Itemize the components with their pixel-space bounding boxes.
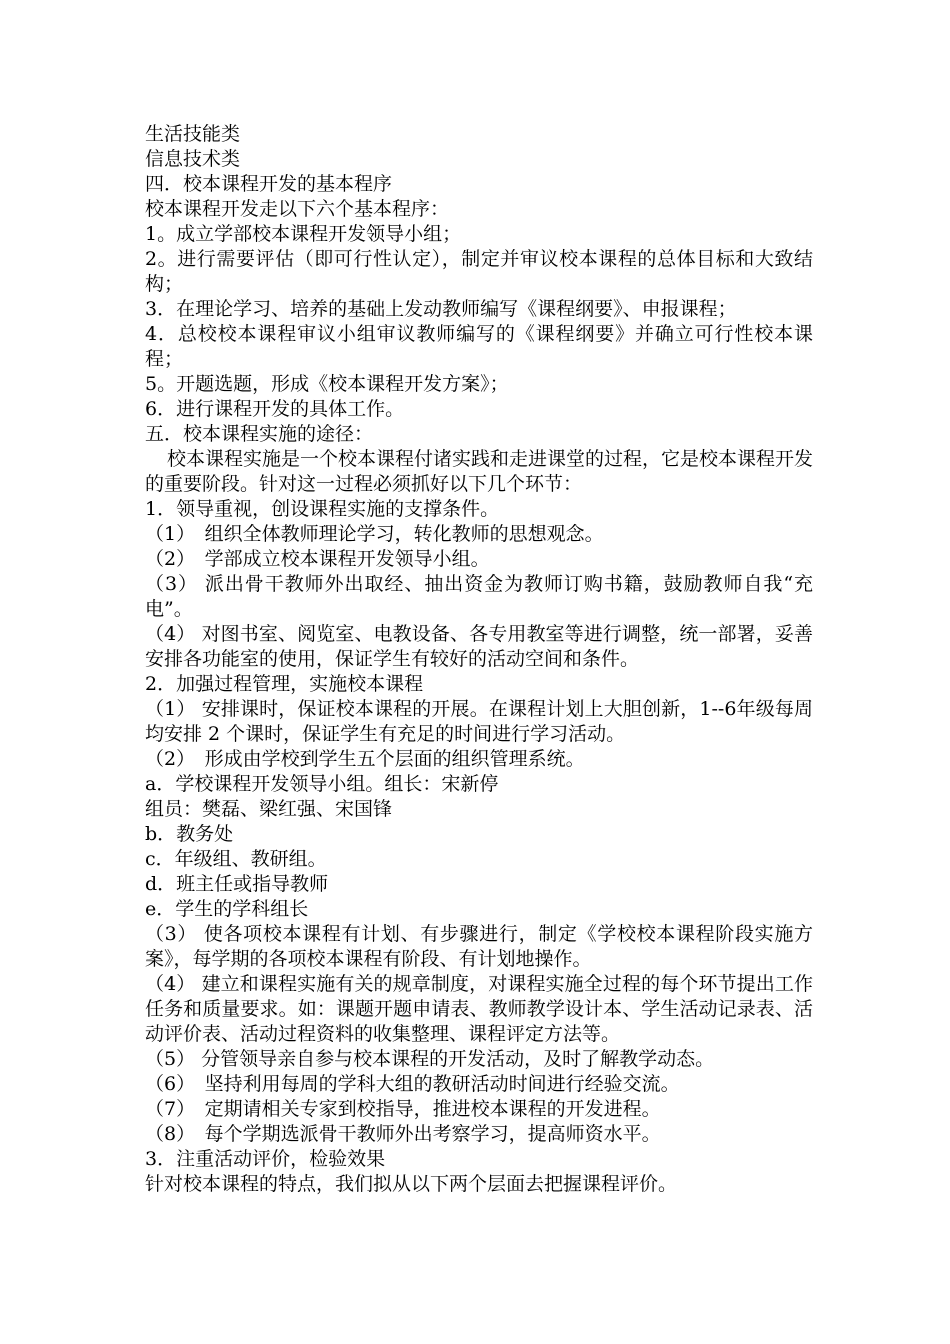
list-item: 1。成立学部校本课程开发领导小组； bbox=[145, 223, 462, 245]
list-item: 2．加强过程管理，实施校本课程 bbox=[145, 673, 424, 695]
list-item: c．年级组、教研组。 bbox=[145, 848, 327, 870]
list-item: （6） 坚持利用每周的学科大组的教研活动时间进行经验交流。 bbox=[145, 1073, 680, 1095]
list-item: 4．总校校本课程审议小组审议教师编写的《课程纲要》并确立可行性校本课程； bbox=[145, 323, 813, 370]
list-item: （3） 使各项校本课程有计划、有步骤进行，制定《学校校本课程阶段实施方案》，每学期的各项校本课程有阶段、有计划地操作。 bbox=[145, 923, 813, 970]
paragraph: 校本课程开发走以下六个基本程序： bbox=[145, 198, 450, 220]
list-item: （7） 定期请相关专家到校指导，推进校本课程的开发进程。 bbox=[145, 1098, 661, 1120]
paragraph: 生活技能类 bbox=[145, 123, 241, 145]
list-item: （1） 组织全体教师理论学习，转化教师的思想观念。 bbox=[145, 523, 604, 545]
list-item: a．学校课程开发领导小组。组长：宋新停 bbox=[145, 773, 499, 795]
list-item: 3．注重活动评价，检验效果 bbox=[145, 1148, 386, 1170]
list-item: （3） 派出骨干教师外出取经、抽出资金为教师订购书籍，鼓励教师自我“充电”。 bbox=[145, 573, 813, 620]
paragraph: 组员：樊磊、梁红强、宋国锋 bbox=[145, 798, 393, 820]
section-heading: 五．校本课程实施的途径： bbox=[145, 423, 374, 445]
list-item: （2） 学部成立校本课程开发领导小组。 bbox=[145, 548, 490, 570]
paragraph: 针对校本课程的特点，我们拟从以下两个层面去把握课程评价。 bbox=[145, 1173, 678, 1195]
list-item: 2。进行需要评估（即可行性认定），制定并审议校本课程的总体目标和大致结构； bbox=[145, 248, 813, 295]
list-item: b．教务处 bbox=[145, 823, 234, 845]
list-item: 1．领导重视，创设课程实施的支撑条件。 bbox=[145, 498, 500, 520]
list-item: （8） 每个学期选派骨干教师外出考察学习，提高师资水平。 bbox=[145, 1123, 661, 1145]
list-item: e．学生的学科组长 bbox=[145, 898, 309, 920]
paragraph: 校本课程实施是一个校本课程付诸实践和走进课堂的过程，它是校本课程开发的重要阶段。针对这一过程必须抓好以下几个环节： bbox=[145, 448, 814, 495]
list-item: （2） 形成由学校到学生五个层面的组织管理系统。 bbox=[145, 748, 585, 770]
paragraph: 信息技术类 bbox=[145, 148, 241, 170]
list-item: d．班主任或指导教师 bbox=[145, 873, 329, 895]
list-item: （1） 安排课时，保证校本课程的开展。在课程计划上大胆创新，1--6年级每周均安排 2 个课时，保证学生有充足的时间进行学习活动。 bbox=[145, 698, 813, 745]
list-item: （4） 对图书室、阅览室、电教设备、各专用教室等进行调整，统一部署，妥善安排各功能室的使用，保证学生有较好的活动空间和条件。 bbox=[145, 623, 813, 670]
list-item: 6．进行课程开发的具体工作。 bbox=[145, 398, 405, 420]
list-item: （4） 建立和课程实施有关的规章制度，对课程实施全过程的每个环节提出工作任务和质量要求。如：课题开题申请表、教师教学设计本、学生活动记录表、活动评价表、活动过程资料的收集整理、课程评定方法等。 bbox=[145, 973, 813, 1045]
section-heading: 四．校本课程开发的基本程序 bbox=[145, 173, 393, 195]
list-item: （5） 分管领导亲自参与校本课程的开发活动，及时了解教学动态。 bbox=[145, 1048, 715, 1070]
list-item: 5。开题选题，形成《校本课程开发方案》； bbox=[145, 373, 509, 395]
document-body bbox=[145, 122, 813, 1197]
list-item: 3．在理论学习、培养的基础上发动教师编写《课程纲要》、申报课程； bbox=[145, 298, 737, 320]
